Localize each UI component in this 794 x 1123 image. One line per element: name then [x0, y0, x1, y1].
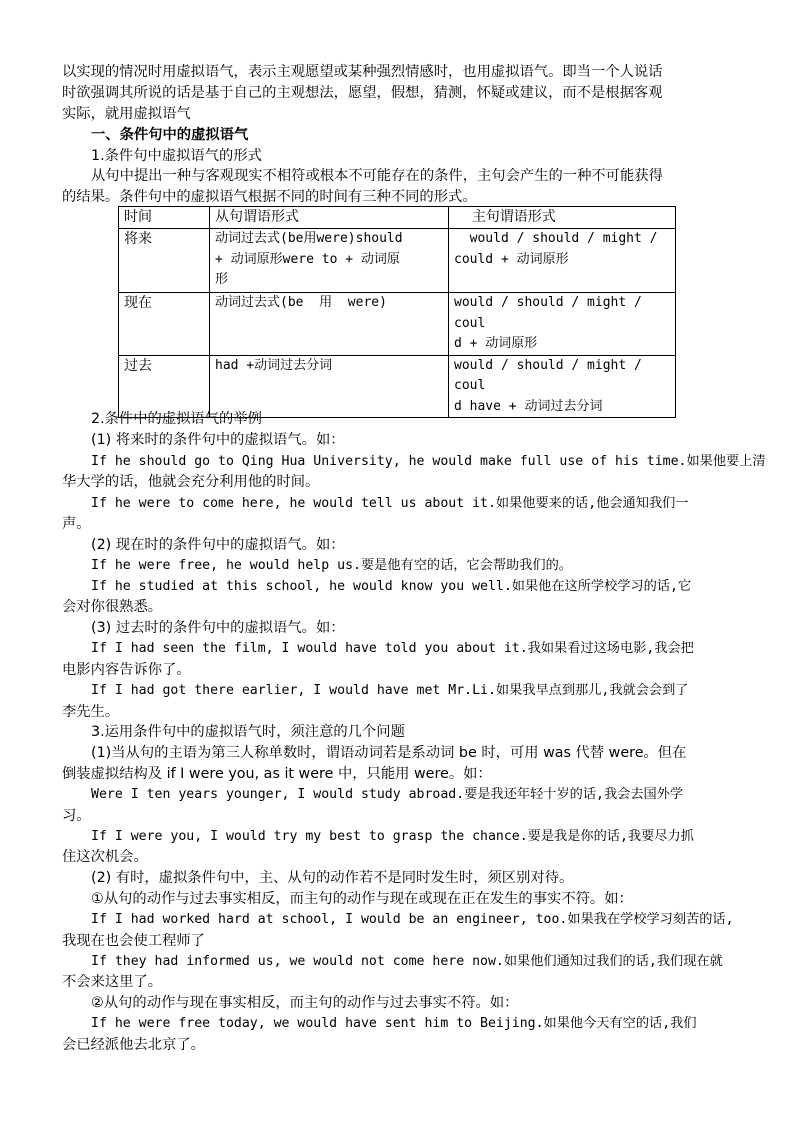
table-row: [119, 293, 676, 356]
cell-line: would / should / might /: [454, 231, 658, 246]
header-main: [449, 207, 676, 229]
example-line: If he studied at this school, he would know you well.如果他在这所学校学习的话,它: [91, 579, 692, 594]
example-line: 声。: [62, 516, 91, 532]
intro-line-2: 时欲强调其所说的话是基于自己的主观想法，愿望，假想，猜测，怀疑或建议，而不是根据客观: [62, 85, 663, 101]
example-line: If I were you, I would try my best to grasp the chance.要是我是你的话,我要尽力抓: [91, 829, 694, 844]
note-2a: ①从句的动作与过去事实相反，而主句的动作与现在或现在正在发生的事实不符。如：: [91, 891, 633, 907]
note-1-line-2: 倒装虚拟结构及 if I were you, as it were 中，只能用 were。如：: [62, 766, 492, 782]
example-line: If he should go to Qing Hua University, he would make full use of his time.如果他要上清: [91, 454, 766, 469]
example-line: If he were free today, we would have sent him to Beijing.如果他今天有空的话,我们: [91, 1016, 697, 1031]
section-heading: 一、条件句中的虚拟语气: [91, 127, 249, 143]
cell-line: would / should / might / coul: [454, 295, 642, 331]
example-line: 我现在也会使工程师了: [62, 933, 205, 949]
intro-line-3: 实际，就用虚拟语气: [62, 106, 191, 122]
header-clause: 从句谓语形式: [210, 207, 449, 229]
subjunctive-form-table: [118, 206, 676, 418]
example-line: 华大学的话，他就会充分利用他的时间。: [62, 474, 320, 490]
row-clause: [210, 293, 449, 356]
example-line: If he were free, he would help us.要是他有空的话，它会帮助我们的。: [91, 558, 572, 573]
cell-line: + 动词原形were to + 动词原: [215, 251, 400, 267]
header-main-label: 主句谓语形式: [471, 209, 556, 225]
cell-line: 动词过去式(be用were)should: [215, 231, 403, 246]
cell-line: could + 动词原形: [454, 251, 569, 267]
example-line: 会已经派他去北京了。: [62, 1037, 205, 1053]
cell-line: 动词过去式(be 用 were): [215, 295, 387, 310]
row-time: 现在: [119, 293, 210, 356]
cell-line: d + 动词原形: [454, 336, 538, 351]
header-time: 时间: [119, 207, 210, 229]
point-2: (2) 现在时的条件句中的虚拟语气。如：: [91, 537, 345, 553]
cell-line: would / should / might / coul: [454, 357, 642, 393]
example-line: 习。: [62, 808, 91, 824]
note-1-line-1: (1)当从句的主语为第三人称单数时，谓语动词若是系动词 be 时，可用 was 代替 were。但在: [91, 745, 687, 761]
example-line: Were I ten years younger, I would study abroad.要是我还年轻十岁的话,我会去国外学: [91, 787, 684, 802]
note-2b: ②从句的动作与现在事实相反，而主句的动作与过去事实不符。如：: [91, 995, 519, 1011]
example-line: If I had seen the film, I would have told you about it.我如果看过这场电影,我会把: [91, 641, 694, 656]
point-3: (3) 过去时的条件句中的虚拟语气。如：: [91, 620, 345, 636]
example-line: If they had informed us, we would not come here now.如果他们通知过我们的话,我们现在就: [91, 954, 723, 969]
point-1: (1) 将来时的条件句中的虚拟语气。如：: [91, 432, 345, 448]
cell-line: 形: [215, 272, 229, 287]
cell-line: d have + 动词过去分词: [454, 398, 603, 414]
example-line: If I had got there earlier, I would have met Mr.Li.如果我早点到那儿,我就会会到了: [91, 683, 689, 698]
example-line: 电影内容告诉你了。: [62, 662, 191, 678]
example-line: 会对你很熟悉。: [62, 599, 163, 615]
subheading-1: 1.条件句中虚拟语气的形式: [91, 148, 262, 164]
example-line: 住这次机会。: [62, 849, 148, 865]
desc-line-2: 的结果。条件句中的虚拟语气根据不同的时间有三种不同的形式。: [62, 189, 477, 205]
cell-line: had +动词过去分词: [215, 357, 333, 373]
example-line: 李先生。: [62, 704, 120, 720]
row-time: 将来: [119, 229, 210, 293]
row-time: 过去: [119, 355, 210, 418]
subheading-2: 2.条件中的虚拟语气的举例: [91, 411, 262, 427]
table-header-row: [119, 207, 676, 229]
desc-line-1: 从句中提出一种与客观现实不相符或根本不可能存在的条件，主句会产生的一种不可能获得: [91, 168, 663, 184]
row-clause: [210, 229, 449, 293]
table-row: [119, 229, 676, 293]
example-line: 不会来这里了。: [62, 974, 163, 990]
example-line: If he were to come here, he would tell us about it.如果他要来的话,他会通知我们一: [91, 496, 689, 511]
intro-line-1: 以实现的情况时用虚拟语气，表示主观愿望或某种强烈情感时，也用虚拟语气。即当一个人说话: [62, 64, 663, 80]
row-main: [449, 229, 676, 293]
example-line: If I had worked hard at school, I would be an engineer, too.如果我在学校学习刻苦的话,: [91, 912, 734, 927]
subheading-3: 3.运用条件句中的虚拟语气时，须注意的几个问题: [91, 724, 405, 740]
note-2: (2) 有时，虚拟条件句中，主、从句的动作若不是同时发生时，须区别对待。: [91, 870, 574, 886]
row-main: [449, 293, 676, 356]
